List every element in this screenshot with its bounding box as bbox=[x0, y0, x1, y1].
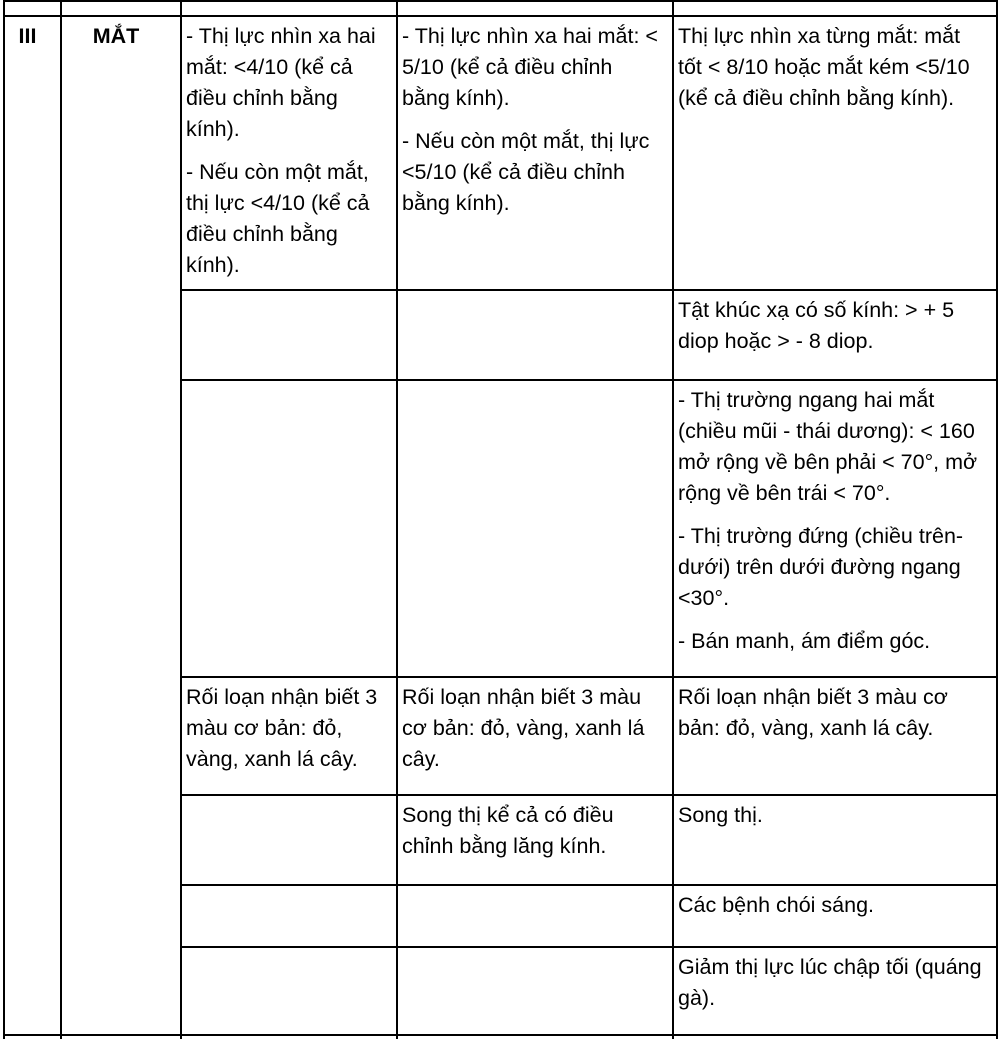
cell-r7-group-a1 bbox=[181, 947, 397, 1035]
table-row bbox=[4, 16, 997, 290]
criterion-text: Các bệnh chói sáng. bbox=[678, 893, 875, 917]
cell-r7-group-b bbox=[673, 947, 997, 1035]
criterion-text: - Thị trường ngang hai mắt (chiều mũi - thái dương): < 160 mở rộng về bên phải < 70°, mở rộng về bên trái < 70°. bbox=[678, 388, 978, 505]
sliver-cell bbox=[673, 1035, 997, 1039]
sliver-cell bbox=[4, 1, 61, 16]
cell-r3-group-a1 bbox=[181, 380, 397, 677]
sliver-cell bbox=[61, 1, 181, 16]
criterion-text: Tật khúc xạ có số kính: > + 5 diop hoặc > - 8 diop. bbox=[678, 298, 955, 353]
cell-r2-group-a2 bbox=[397, 290, 673, 380]
health-criteria-table bbox=[3, 0, 998, 1039]
criterion-text: - Thị trường đứng (chiều trên-dưới) trên dưới đường ngang <30°. bbox=[678, 524, 964, 610]
cell-r3-group-a2 bbox=[397, 380, 673, 677]
cell-r5-group-a2 bbox=[397, 795, 673, 885]
cell-r2-group-a1 bbox=[181, 290, 397, 380]
cell-r5-group-a1 bbox=[181, 795, 397, 885]
cell-r6-group-a2 bbox=[397, 885, 673, 947]
criterion-text: Rối loạn nhận biết 3 màu cơ bản: đỏ, vàng, xanh lá cây. bbox=[678, 685, 948, 740]
previous-row-sliver bbox=[4, 1, 997, 16]
criterion-text: Thị lực nhìn xa từng mắt: mắt tốt < 8/10 hoặc mắt kém <5/10 (kể cả điều chỉnh bằng kính). bbox=[678, 24, 970, 110]
next-row-sliver bbox=[4, 1035, 997, 1039]
cell-r1-group-a2 bbox=[397, 16, 673, 290]
cell-r1-group-b bbox=[673, 16, 997, 290]
criterion-text: Rối loạn nhận biết 3 màu cơ bản: đỏ, vàng, xanh lá cây. bbox=[186, 685, 378, 771]
organ-name: MẮT bbox=[92, 24, 140, 48]
criterion-text: Rối loạn nhận biết 3 màu cơ bản: đỏ, vàng, xanh lá cây. bbox=[402, 685, 645, 771]
criterion-text: - Thị lực nhìn xa hai mắt: < 5/10 (kể cả điều chỉnh bằng kính). bbox=[402, 24, 658, 110]
sliver-cell bbox=[673, 1, 997, 16]
criterion-text: - Bán manh, ám điểm góc. bbox=[678, 629, 931, 653]
cell-r4-group-b bbox=[673, 677, 997, 795]
sliver-cell bbox=[181, 1035, 397, 1039]
criterion-text: Giảm thị lực lúc chập tối (quáng gà). bbox=[678, 955, 982, 1010]
sliver-cell bbox=[181, 1, 397, 16]
cell-r1-group-a1 bbox=[181, 16, 397, 290]
cell-r6-group-b bbox=[673, 885, 997, 947]
criterion-text: - Thị lực nhìn xa hai mắt: <4/10 (kể cả điều chỉnh bằng kính). bbox=[186, 24, 376, 141]
criterion-text: Song thị. bbox=[678, 803, 763, 827]
cell-r6-group-a1 bbox=[181, 885, 397, 947]
sliver-cell bbox=[397, 1, 673, 16]
sliver-cell bbox=[61, 1035, 181, 1039]
criterion-text: Song thị kể cả có điều chỉnh bằng lăng kính. bbox=[402, 803, 614, 858]
sliver-cell bbox=[397, 1035, 673, 1039]
cell-r4-group-a2 bbox=[397, 677, 673, 795]
section-number-cell bbox=[4, 16, 61, 1035]
cell-r4-group-a1 bbox=[181, 677, 397, 795]
criterion-text: - Nếu còn một mắt, thị lực <4/10 (kể cả điều chỉnh bằng kính). bbox=[186, 160, 370, 277]
criterion-text: - Nếu còn một mắt, thị lực <5/10 (kể cả điều chỉnh bằng kính). bbox=[402, 129, 650, 215]
section-number: III bbox=[18, 24, 37, 48]
sliver-cell bbox=[4, 1035, 61, 1039]
organ-name-cell bbox=[61, 16, 181, 1035]
cell-r7-group-a2 bbox=[397, 947, 673, 1035]
cell-r5-group-b bbox=[673, 795, 997, 885]
cell-r3-group-b bbox=[673, 380, 997, 677]
cell-r2-group-b bbox=[673, 290, 997, 380]
